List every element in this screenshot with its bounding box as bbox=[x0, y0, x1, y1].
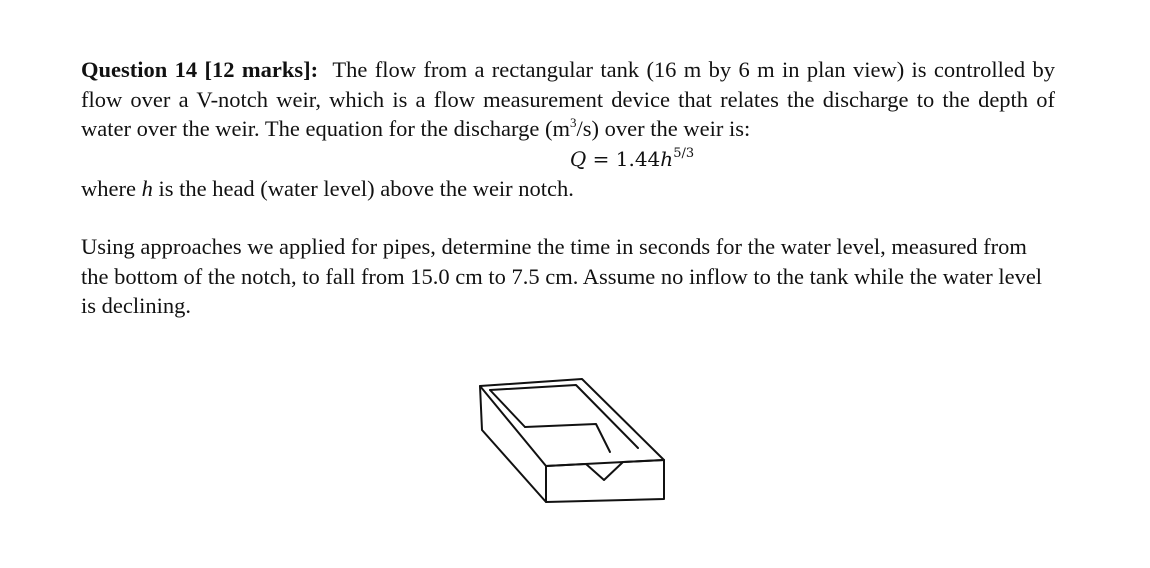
equation-lhs: Q bbox=[569, 146, 587, 171]
tank-inner-floor bbox=[525, 424, 610, 452]
tank-rim-outer bbox=[480, 379, 664, 466]
tank-left-face bbox=[480, 386, 546, 502]
where-suffix: is the head (water level) above the weir notch. bbox=[152, 175, 574, 201]
equation-equals: = 1.44 bbox=[586, 146, 661, 171]
equation-variable: h bbox=[660, 146, 674, 171]
discharge-equation bbox=[81, 144, 1055, 174]
question-block bbox=[81, 55, 1055, 321]
question-intro bbox=[81, 55, 1055, 144]
v-notch-tank-sketch-icon bbox=[478, 376, 668, 506]
tank-figure bbox=[478, 376, 668, 506]
tank-rim-inner bbox=[490, 385, 638, 448]
where-clause bbox=[81, 174, 1055, 204]
intro-text-part2: /s) over the weir is: bbox=[576, 116, 751, 141]
question-heading: Question 14 [12 marks]: bbox=[81, 57, 319, 82]
where-variable: h bbox=[141, 175, 153, 201]
intro-text-part1: The flow from a rectangular tank (16 m by 6 m in plan view) is controlled by flow over a V-notch weir, which is a flow measurement device that relates the discharge to the depth of water over the weir. The equation for the discharge (m bbox=[81, 57, 1056, 141]
tank-front-face bbox=[546, 460, 664, 502]
unit-exponent: 3 bbox=[570, 115, 577, 130]
equation-exponent: 5/3 bbox=[673, 145, 695, 161]
question-task: Using approaches we applied for pipes, determine the time in seconds for the water level, measured from the bottom of the notch, to fall from 15.0 cm to 7.5 cm. Assume no inflow to the tank while the water level is declining. bbox=[81, 234, 1043, 318]
where-prefix: where bbox=[81, 175, 142, 201]
tank-inner-left bbox=[490, 390, 525, 427]
